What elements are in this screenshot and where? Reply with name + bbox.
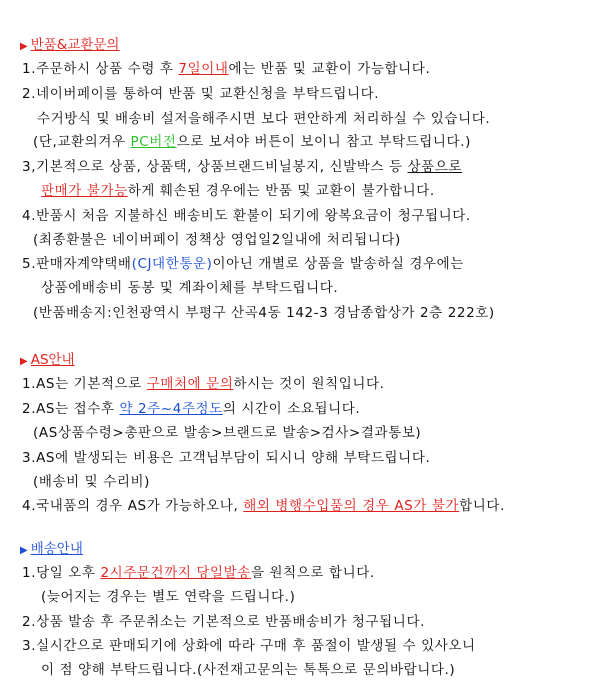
return-line-5: 3,기본적으로 상품, 상품택, 상품브랜드비닐봉지, 신발박스 등 상품으로 [22,159,463,175]
within-7-days-highlight: 7일이내 [178,61,229,77]
triangle-bullet-icon: ▶ [20,545,28,556]
return-exchange-header [20,33,119,53]
shipping-line-1: 1.당일 오후 2시주문건까지 당일발송을 원칙으로 합니다. [22,565,375,581]
as-line-5: (배송비 및 수리비) [33,474,151,490]
return-line-2: 2.네이버페이를 통하여 반품 및 교환신청을 부탁드립니다. [22,86,380,102]
as-header-label: AS안내 [30,352,75,368]
return-line-6: 판매가 불가능하게 훼손된 경우에는 반품 및 교환이 불가합니다. [41,183,435,199]
return-exchange-header-label: 반품&교환문의 [30,37,120,53]
as-line-3: (AS상품수령>총판으로 발송>브랜드로 발송>검사>결과통보) [33,425,422,441]
ask-store-highlight: 구매처에 문의 [146,376,234,392]
overseas-import-highlight: 해외 병행수입품의 경우 AS가 불가 [243,498,460,514]
return-line-1: 1.주문하시 상품 수령 후 7일이내에는 반품 및 교환이 가능합니다. [22,61,431,77]
as-line-4: 3.AS에 발생되는 비용은 고객님부담이 되시니 양해 부탁드립니다. [22,450,431,466]
as-line-6: 4.국내품의 경우 AS가 가능하오나, 해외 병행수입품의 경우 AS가 불가합니다. [22,498,505,514]
return-line-10: 상품에배송비 동봉 및 계좌이체를 부탁드립니다. [41,280,339,296]
pc-version-highlight: PC버전 [130,134,177,150]
return-line-4: (단,교환의겨우 PC버전으로 보셔야 버튼이 보이니 참고 부탁드립니다.) [33,134,471,150]
return-line-8: (최종환불은 네이버페이 정책상 영업일2일내에 처리됩니다) [33,232,401,248]
shipping-line-3: 2.상품 발송 후 주문취소는 기본적으로 반품배송비가 청구됩니다. [22,614,425,630]
cj-courier-highlight: (CJ대한통운) [131,256,213,272]
return-line-7: 4.반품시 처음 지불하신 배송비도 환불이 되기에 왕복요금이 청구됩니다. [22,208,471,224]
shipping-line-5: 이 점 양해 부탁드립니다.(사전재고문의는 톡톡으로 문의바랍니다.) [41,662,456,678]
as-line-2: 2.AS는 접수후 약 2주~4주정도의 시간이 소요됩니다. [22,401,361,417]
product-underlined-text: 상품으로 [407,159,463,175]
as-line-1: 1.AS는 기본적으로 구매처에 문의하시는 것이 원칙입니다. [22,376,385,392]
as-header [20,348,75,368]
shipping-line-4: 3.실시간으로 판매되기에 상화에 따라 구매 후 품절이 발생될 수 있사오니 [22,638,476,654]
return-line-9: 5.판매자계약택배(CJ대한통운)이아닌 개별로 상품을 발송하실 경우에는 [22,256,464,272]
same-day-shipping-highlight: 2시주문건까지 당일발송 [100,565,251,581]
duration-highlight: 약 2주~4주정도 [119,401,223,417]
not-sellable-highlight: 판매가 불가능 [41,183,128,199]
triangle-bullet-icon: ▶ [20,41,28,52]
return-line-3: 수거방식 및 배송비 설저을해주시면 보다 편안하게 처리하실 수 있습니다. [37,111,491,127]
shipping-header-label: 배송안내 [30,541,83,557]
shipping-line-2: (늦어지는 경우는 별도 연락을 드립니다.) [41,589,296,605]
return-address: (반품배송지:인천광역시 부평구 산곡4동 142-3 경남종합상가 2층 222호) [33,305,495,321]
shipping-header [20,537,83,557]
triangle-bullet-icon: ▶ [20,356,28,367]
